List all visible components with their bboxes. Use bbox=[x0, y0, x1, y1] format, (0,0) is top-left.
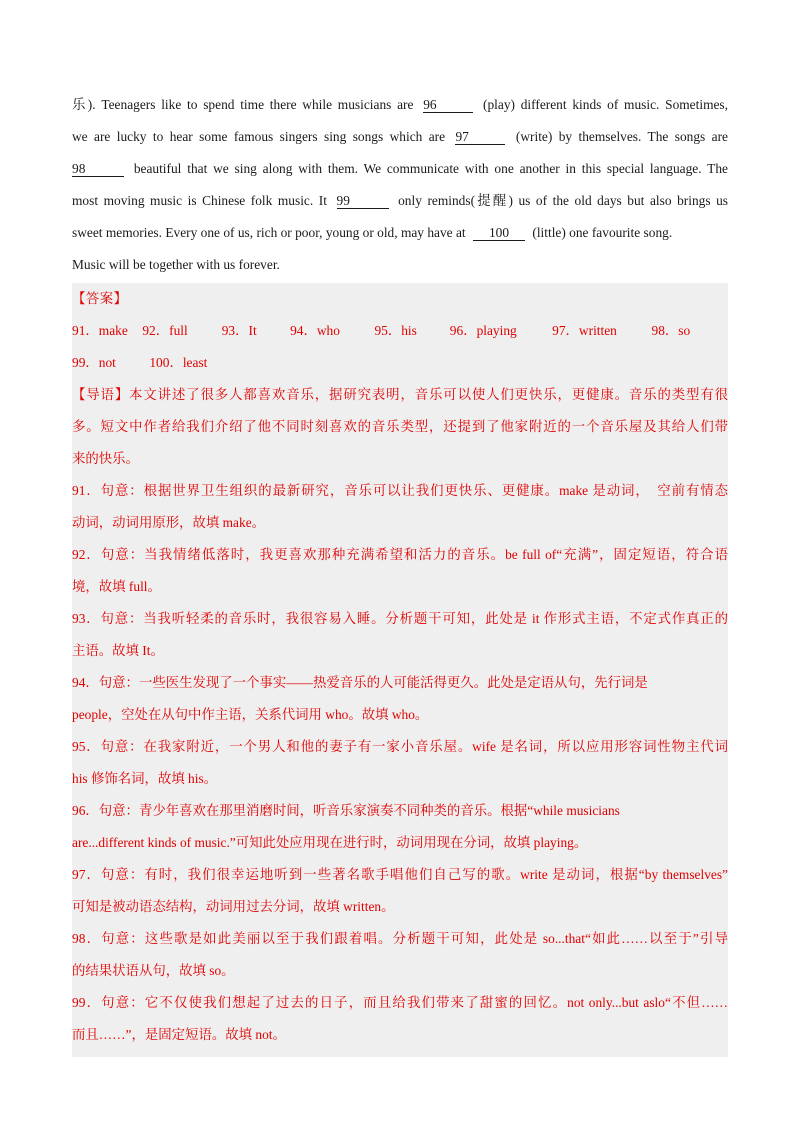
explanation-line: 的结果状语从句，故填 so。 bbox=[72, 963, 235, 978]
answers-row bbox=[72, 315, 728, 347]
passage-text: sweet memories. Every one of us, rich or poor, young or old, may have at bbox=[72, 225, 466, 240]
answer-item: 98．so bbox=[651, 323, 691, 338]
explanation-line: 动词，动词用原形，故填 make。 bbox=[72, 515, 266, 530]
explanation-line: people，空处在从句中作主语，关系代词用 who。故填 who。 bbox=[72, 707, 429, 722]
answer-item: 97．written bbox=[552, 323, 617, 338]
answer-item: 99．not bbox=[72, 355, 116, 370]
guide-line: 来的快乐。 bbox=[72, 451, 139, 466]
explanation-line: 而且……”，是固定短语。故填 not。 bbox=[72, 1027, 286, 1042]
passage-text: we are lucky to hear some famous singers sing songs which are bbox=[72, 129, 446, 144]
answer-item: 95．his bbox=[374, 323, 417, 338]
explanation-line: 94．句意：一些医生发现了一个事实——热爱音乐的人可能活得更久。此处是定语从句，先行词是 bbox=[72, 675, 648, 690]
explanation-line: his 修饰名词，故填 his。 bbox=[72, 771, 218, 786]
guide-line: 【导语】本文讲述了很多人都喜欢音乐，据研究表明，音乐可以使人们更快乐，更健康。音乐的类型有很 bbox=[72, 387, 728, 402]
passage-line bbox=[72, 121, 728, 153]
answer-item: 91．make bbox=[72, 323, 128, 338]
explanation-line: 可知是被动语态结构，动词用过去分词，故填 written。 bbox=[72, 899, 395, 914]
explanation-line: 93．句意：当我听轻柔的音乐时，我很容易入睡。分析题干可知，此处是 it 作形式主语，不定式作真正的 bbox=[72, 611, 728, 626]
passage-line bbox=[72, 89, 728, 121]
passage-text: 乐). Teenagers like to spend time there while musicians are bbox=[72, 97, 414, 112]
answer-blank: 100 bbox=[473, 225, 525, 241]
answer-blank: 96 bbox=[423, 97, 473, 113]
answer-blank: 98 bbox=[72, 161, 124, 177]
passage bbox=[72, 89, 728, 281]
passage-text: most moving music is Chinese folk music. It bbox=[72, 193, 327, 208]
passage-text: (little) one favourite song. bbox=[532, 225, 673, 240]
answer-header: 【答案】 bbox=[72, 291, 128, 306]
guide-line: 多。短文中作者给我们介绍了他不同时刻喜欢的音乐类型，还提到了他家附近的一个音乐屋及其给人们带 bbox=[72, 419, 728, 434]
passage-text: beautiful that we sing along with them. We communicate with one another in this special language. The bbox=[133, 161, 728, 176]
passage-text: Music will be together with us forever. bbox=[72, 257, 280, 272]
answer-item: 94．who bbox=[290, 323, 340, 338]
passage-line bbox=[72, 217, 728, 249]
explanation-line: 95．句意：在我家附近，一个男人和他的妻子有一家小音乐屋。wife 是名词，所以应用形容词性物主代词 bbox=[72, 739, 728, 754]
explanation-line: 99．句意：它不仅使我们想起了过去的日子，而且给我们带来了甜蜜的回忆。not only...but aslo“不但…… bbox=[72, 995, 728, 1010]
passage-text: (play) different kinds of music. Sometimes, bbox=[483, 97, 728, 112]
passage-text: only reminds(提醒) us of the old days but also brings us bbox=[398, 193, 728, 208]
passage-text: (write) by themselves. The songs are bbox=[515, 129, 728, 144]
answer-blank: 99 bbox=[337, 193, 389, 209]
explanation-line: 97．句意：有时，我们很幸运地听到一些著名歌手唱他们自己写的歌。write 是动词，根据“by themselves” bbox=[72, 867, 728, 882]
explanation-line: 91．句意：根据世界卫生组织的最新研究，音乐可以让我们更快乐、更健康。make 是动词， 空前有情态 bbox=[72, 483, 728, 498]
answer-item: 96．playing bbox=[449, 323, 517, 338]
explanation-line: 境，故填 full。 bbox=[72, 579, 161, 594]
passage-line bbox=[72, 249, 728, 281]
explanation-line: 96．句意：青少年喜欢在那里消磨时间，听音乐家演奏不同种类的音乐。根据“while musicians bbox=[72, 803, 620, 818]
explanation-line: are...different kinds of music.”可知此处应用现在进行时，动词用现在分词，故填 playing。 bbox=[72, 835, 588, 850]
answer-item: 93．It bbox=[221, 323, 257, 338]
answer-item: 100．least bbox=[149, 355, 208, 370]
explanation-line: 主语。故填 It。 bbox=[72, 643, 164, 658]
answer-item: 92．full bbox=[142, 323, 188, 338]
passage-line bbox=[72, 185, 728, 217]
explanation-line: 98．句意：这些歌是如此美丽以至于我们跟着唱。分析题干可知，此处是 so...that“如此……以至于”引导 bbox=[72, 931, 728, 946]
answer-section bbox=[72, 283, 728, 1057]
passage-line bbox=[72, 153, 728, 185]
explanation-line: 92．句意：当我情绪低落时，我更喜欢那种充满希望和活力的音乐。be full of“充满”，固定短语，符合语 bbox=[72, 547, 728, 562]
answers-row bbox=[72, 347, 728, 379]
answer-blank: 97 bbox=[455, 129, 505, 145]
